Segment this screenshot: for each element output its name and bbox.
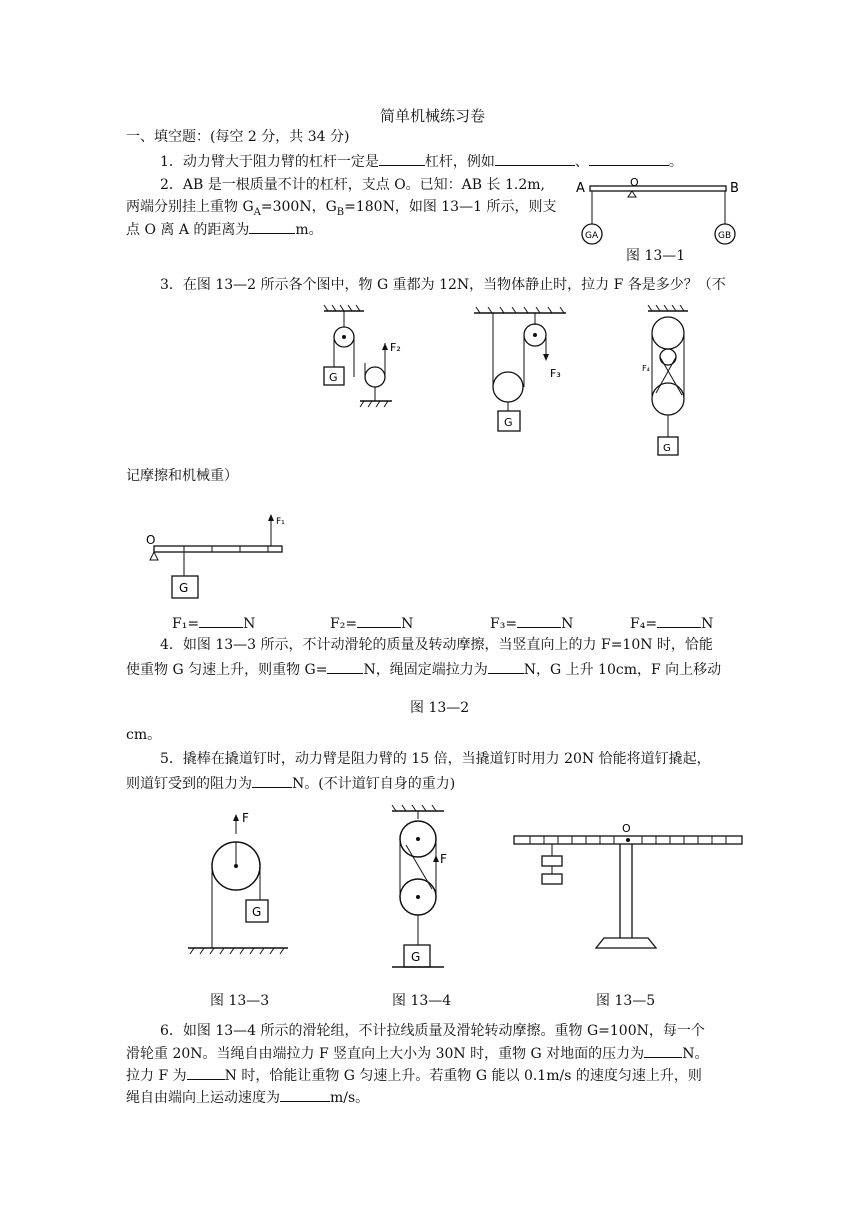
q6-text-f: m/s。	[330, 1090, 370, 1106]
q5-text-a: 则道钉受到的阻力为	[126, 776, 252, 792]
arrow-f3	[543, 354, 549, 361]
figure-13-3	[182, 808, 292, 968]
q2-blank[interactable]	[249, 219, 295, 234]
label-o: O	[630, 176, 639, 189]
q2-sub-a: A	[253, 206, 261, 218]
answer-f3-label: F₃=	[490, 616, 518, 632]
answer-f4-blank[interactable]	[657, 613, 701, 628]
q4-text-b: N，绳固定端拉力为	[363, 662, 488, 678]
caption-13-4: 图 13—4	[392, 993, 452, 1009]
label-g: G	[663, 443, 671, 454]
q1-blank-2[interactable]	[495, 151, 575, 166]
answer-f1-blank[interactable]	[199, 613, 243, 628]
answer-f1	[172, 613, 255, 634]
q2-text-c: =180N，如图 13—1 所示，则支	[344, 199, 557, 215]
arrow-f	[433, 855, 439, 862]
label-o: O	[622, 822, 631, 835]
label-o: O	[146, 533, 156, 547]
question-1	[160, 151, 683, 172]
q4-blank-2[interactable]	[488, 659, 524, 674]
question-5-line-2	[126, 773, 455, 794]
answer-f3-unit: N	[561, 616, 574, 632]
answer-f2-unit: N	[401, 616, 414, 632]
label-f3: F₃	[550, 367, 561, 380]
q1-text-d: 。	[668, 154, 683, 170]
label-b: B	[730, 181, 739, 196]
caption-13-2: 图 13—2	[410, 700, 470, 716]
caption-13-5: 图 13—5	[596, 993, 656, 1009]
q6-text-c: 拉力 F 为	[126, 1068, 187, 1084]
q2-text-d: 点 O 离 A 的距离为	[126, 222, 250, 238]
lever-bar	[154, 546, 282, 552]
q6-blank-1[interactable]	[644, 1043, 682, 1058]
answer-f4-unit: N	[701, 616, 714, 632]
arrow-f	[233, 814, 239, 821]
answer-f2-label: F₂=	[330, 616, 358, 632]
caption-13-1: 图 13—1	[626, 248, 686, 264]
q5-blank[interactable]	[252, 773, 292, 788]
q1-blank-1[interactable]	[379, 151, 425, 166]
label-f1: F₁	[276, 517, 285, 527]
label-g: G	[504, 416, 513, 429]
question-6-line-2	[126, 1043, 708, 1064]
lever-bar	[590, 186, 726, 191]
q6-text-b: N。	[682, 1046, 709, 1062]
answer-f4-label: F₄=	[630, 616, 658, 632]
answer-f3	[490, 613, 573, 634]
movable-pulley	[365, 367, 385, 387]
question-4-line-1: 4．如图 13—3 所示，不计动滑轮的质量及转动摩擦，当竖直向上的力 F=10N 时，恰能	[160, 637, 713, 653]
q6-text-a: 滑轮重 20N。当绳自由端拉力 F 竖直向上大小为 30N 时，重物 G 对地面的压力为	[126, 1046, 645, 1062]
page-title: 简单机械练习卷	[380, 107, 486, 125]
label-ga: GA	[585, 231, 599, 241]
q6-text-e: 绳自由端向上运动速度为	[126, 1090, 280, 1106]
q5-text-b: N。(不计道钉自身的重力)	[292, 776, 456, 792]
figure-13-2-b	[470, 305, 580, 437]
movable-pulley	[493, 372, 523, 402]
question-3-line-1: 3．在图 13—2 所示各个图中，物 G 重都为 12N，当物体静止时，拉力 F 各是多少？（不	[160, 277, 726, 293]
q4-text-a: 使重物 G 匀速上升，则重物 G=	[126, 662, 328, 678]
q6-blank-3[interactable]	[280, 1087, 330, 1102]
label-gb: GB	[718, 231, 732, 241]
q2-text-e: m。	[295, 222, 323, 238]
label-g: G	[411, 950, 421, 964]
label-f: F	[242, 811, 249, 825]
caption-13-3: 图 13—3	[210, 993, 270, 1009]
question-2-line-1: 2．AB 是一根质量不计的杠杆，支点 O。已知：AB 长 1.2m,	[160, 177, 545, 193]
question-5-line-1: 5．撬棒在撬道钉时，动力臂是阻力臂的 15 倍，当撬道钉时用力 20N 恰能将道钉撬起，	[160, 751, 711, 767]
answer-f3-blank[interactable]	[517, 613, 561, 628]
q1-blank-3[interactable]	[589, 151, 669, 166]
q2-text-b: =300N，G	[260, 199, 337, 215]
answer-f2-blank[interactable]	[357, 613, 401, 628]
section-heading: 一、填空题：(每空 2 分，共 34 分)	[126, 129, 350, 145]
answer-f1-unit: N	[243, 616, 256, 632]
arrow-f1	[268, 514, 274, 521]
figure-13-5	[510, 818, 750, 958]
q4-blank-1[interactable]	[327, 659, 363, 674]
label-f2: F₂	[390, 341, 401, 354]
q6-text-d: N 时，恰能让重物 G 匀速上升。若重物 G 能以 0.1m/s 的速度匀速上升，则	[224, 1068, 702, 1084]
label-f4: F₄	[642, 364, 650, 373]
question-4-line-3: cm。	[126, 727, 162, 743]
stand-base	[596, 938, 656, 948]
q2-sub-b: B	[336, 206, 345, 218]
answer-f1-label: F₁=	[172, 616, 200, 632]
arrow-f2	[382, 343, 388, 350]
q2-text-a: 两端分别挂上重物 G	[126, 199, 254, 215]
label-g: G	[252, 905, 262, 919]
answer-f2	[330, 613, 413, 634]
label-f: F	[440, 852, 447, 866]
q6-blank-2[interactable]	[187, 1065, 225, 1080]
fulcrum-triangle	[628, 191, 636, 197]
figure-13-2-d	[140, 510, 300, 602]
q1-text-a: 1．动力臂大于阻力臂的杠杆一定是	[160, 154, 379, 170]
answer-f4	[630, 613, 713, 634]
figure-13-4	[378, 805, 458, 975]
q4-text-c: N，G 上升 10cm，F 向上移动	[523, 662, 722, 678]
question-2-line-3	[126, 219, 323, 240]
question-3-line-2: 记摩擦和机械重）	[126, 468, 238, 484]
q1-text-b: 杠杆，例如	[424, 154, 495, 170]
label-a: A	[576, 181, 585, 196]
question-6-line-3	[126, 1065, 702, 1086]
question-6-line-4	[126, 1087, 369, 1108]
figure-13-2-c	[638, 305, 698, 460]
question-4-line-2	[126, 659, 721, 680]
question-6-line-1: 6．如图 13—4 所示的滑轮组，不计拉线质量及滑轮转动摩擦。重物 G=100N，每一个	[160, 1023, 705, 1039]
label-g: G	[179, 581, 189, 595]
label-g: G	[329, 371, 338, 384]
q1-text-c: 、	[574, 154, 589, 170]
figure-13-2-a	[320, 305, 415, 410]
figure-13-1-lever	[570, 172, 750, 252]
fulcrum-triangle	[150, 552, 158, 560]
